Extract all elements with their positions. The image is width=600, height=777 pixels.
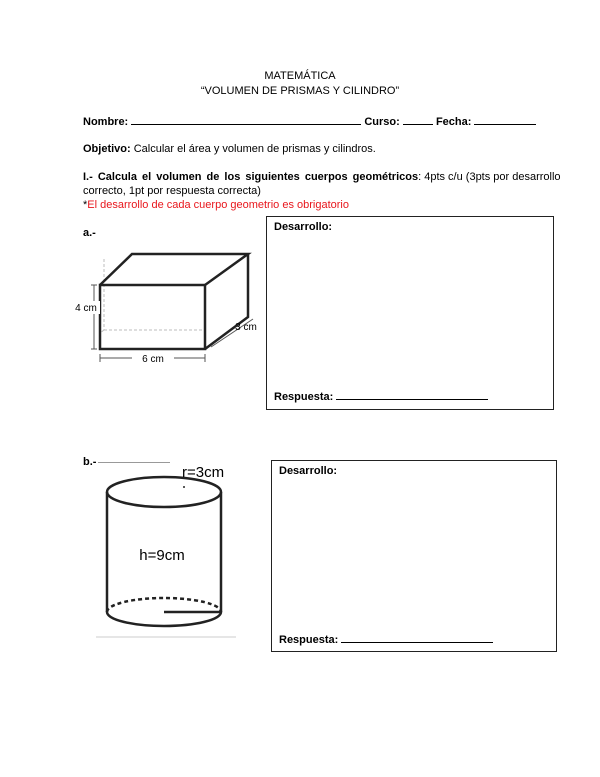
instructions-points: : 4pts c/u (3pts por desarrollo xyxy=(418,171,561,183)
instructions-heading: I.- Calcula el volumen de los siguientes cuerpos geométricos xyxy=(83,171,419,183)
exercise-a-answer-field[interactable] xyxy=(336,389,488,400)
exercise-b-box-title: Desarrollo: xyxy=(279,465,338,477)
prism-depth-label: 3 cm xyxy=(235,322,257,333)
exercise-b-answer-label: Respuesta: xyxy=(279,634,339,646)
exercise-a-label: a.- xyxy=(83,227,96,239)
worksheet-title: “VOLUMEN DE PRISMAS Y CILINDRO” xyxy=(200,85,400,97)
exercise-b-answer-field[interactable] xyxy=(341,632,493,643)
objective-text: Calcular el área y volumen de prismas y cilindros. xyxy=(133,143,376,155)
mandatory-note xyxy=(83,198,349,212)
exercise-b-work-box[interactable] xyxy=(271,460,557,652)
prism-width-label: 6 cm xyxy=(142,354,164,365)
exercise-a-box-title: Desarrollo: xyxy=(274,221,333,233)
prism-height-label: 4 cm xyxy=(75,303,97,314)
name-course-date-row xyxy=(83,114,536,129)
objective-label: Objetivo: xyxy=(83,143,131,155)
note-star: * xyxy=(83,199,88,211)
objective xyxy=(83,142,376,156)
exercise-a-answer xyxy=(274,389,488,403)
cylinder-height-label: h=9cm xyxy=(139,547,185,564)
date-label: Fecha: xyxy=(435,116,472,128)
instructions-points-line-2: correcto, 1pt por respuesta correcta) xyxy=(83,185,261,197)
rectangular-prism-figure xyxy=(70,235,270,370)
date-field[interactable] xyxy=(474,114,536,125)
cylinder-radius-label: r=3cm xyxy=(182,464,225,481)
cylinder-figure xyxy=(86,462,246,642)
course-field[interactable] xyxy=(403,114,433,125)
exercise-a-work-box[interactable] xyxy=(266,216,554,410)
note-text: El desarrollo de cada cuerpo geometrio es obrigatorio xyxy=(87,199,349,211)
name-label: Nombre: xyxy=(83,116,129,128)
exercise-b-label: b.- xyxy=(83,456,97,468)
instructions-line-1 xyxy=(83,170,561,184)
course-label: Curso: xyxy=(364,116,400,128)
exercise-b-answer xyxy=(279,632,493,646)
name-field[interactable] xyxy=(131,114,361,125)
exercise-a-answer-label: Respuesta: xyxy=(274,391,334,403)
subject-title: MATEMÁTICA xyxy=(264,70,336,82)
